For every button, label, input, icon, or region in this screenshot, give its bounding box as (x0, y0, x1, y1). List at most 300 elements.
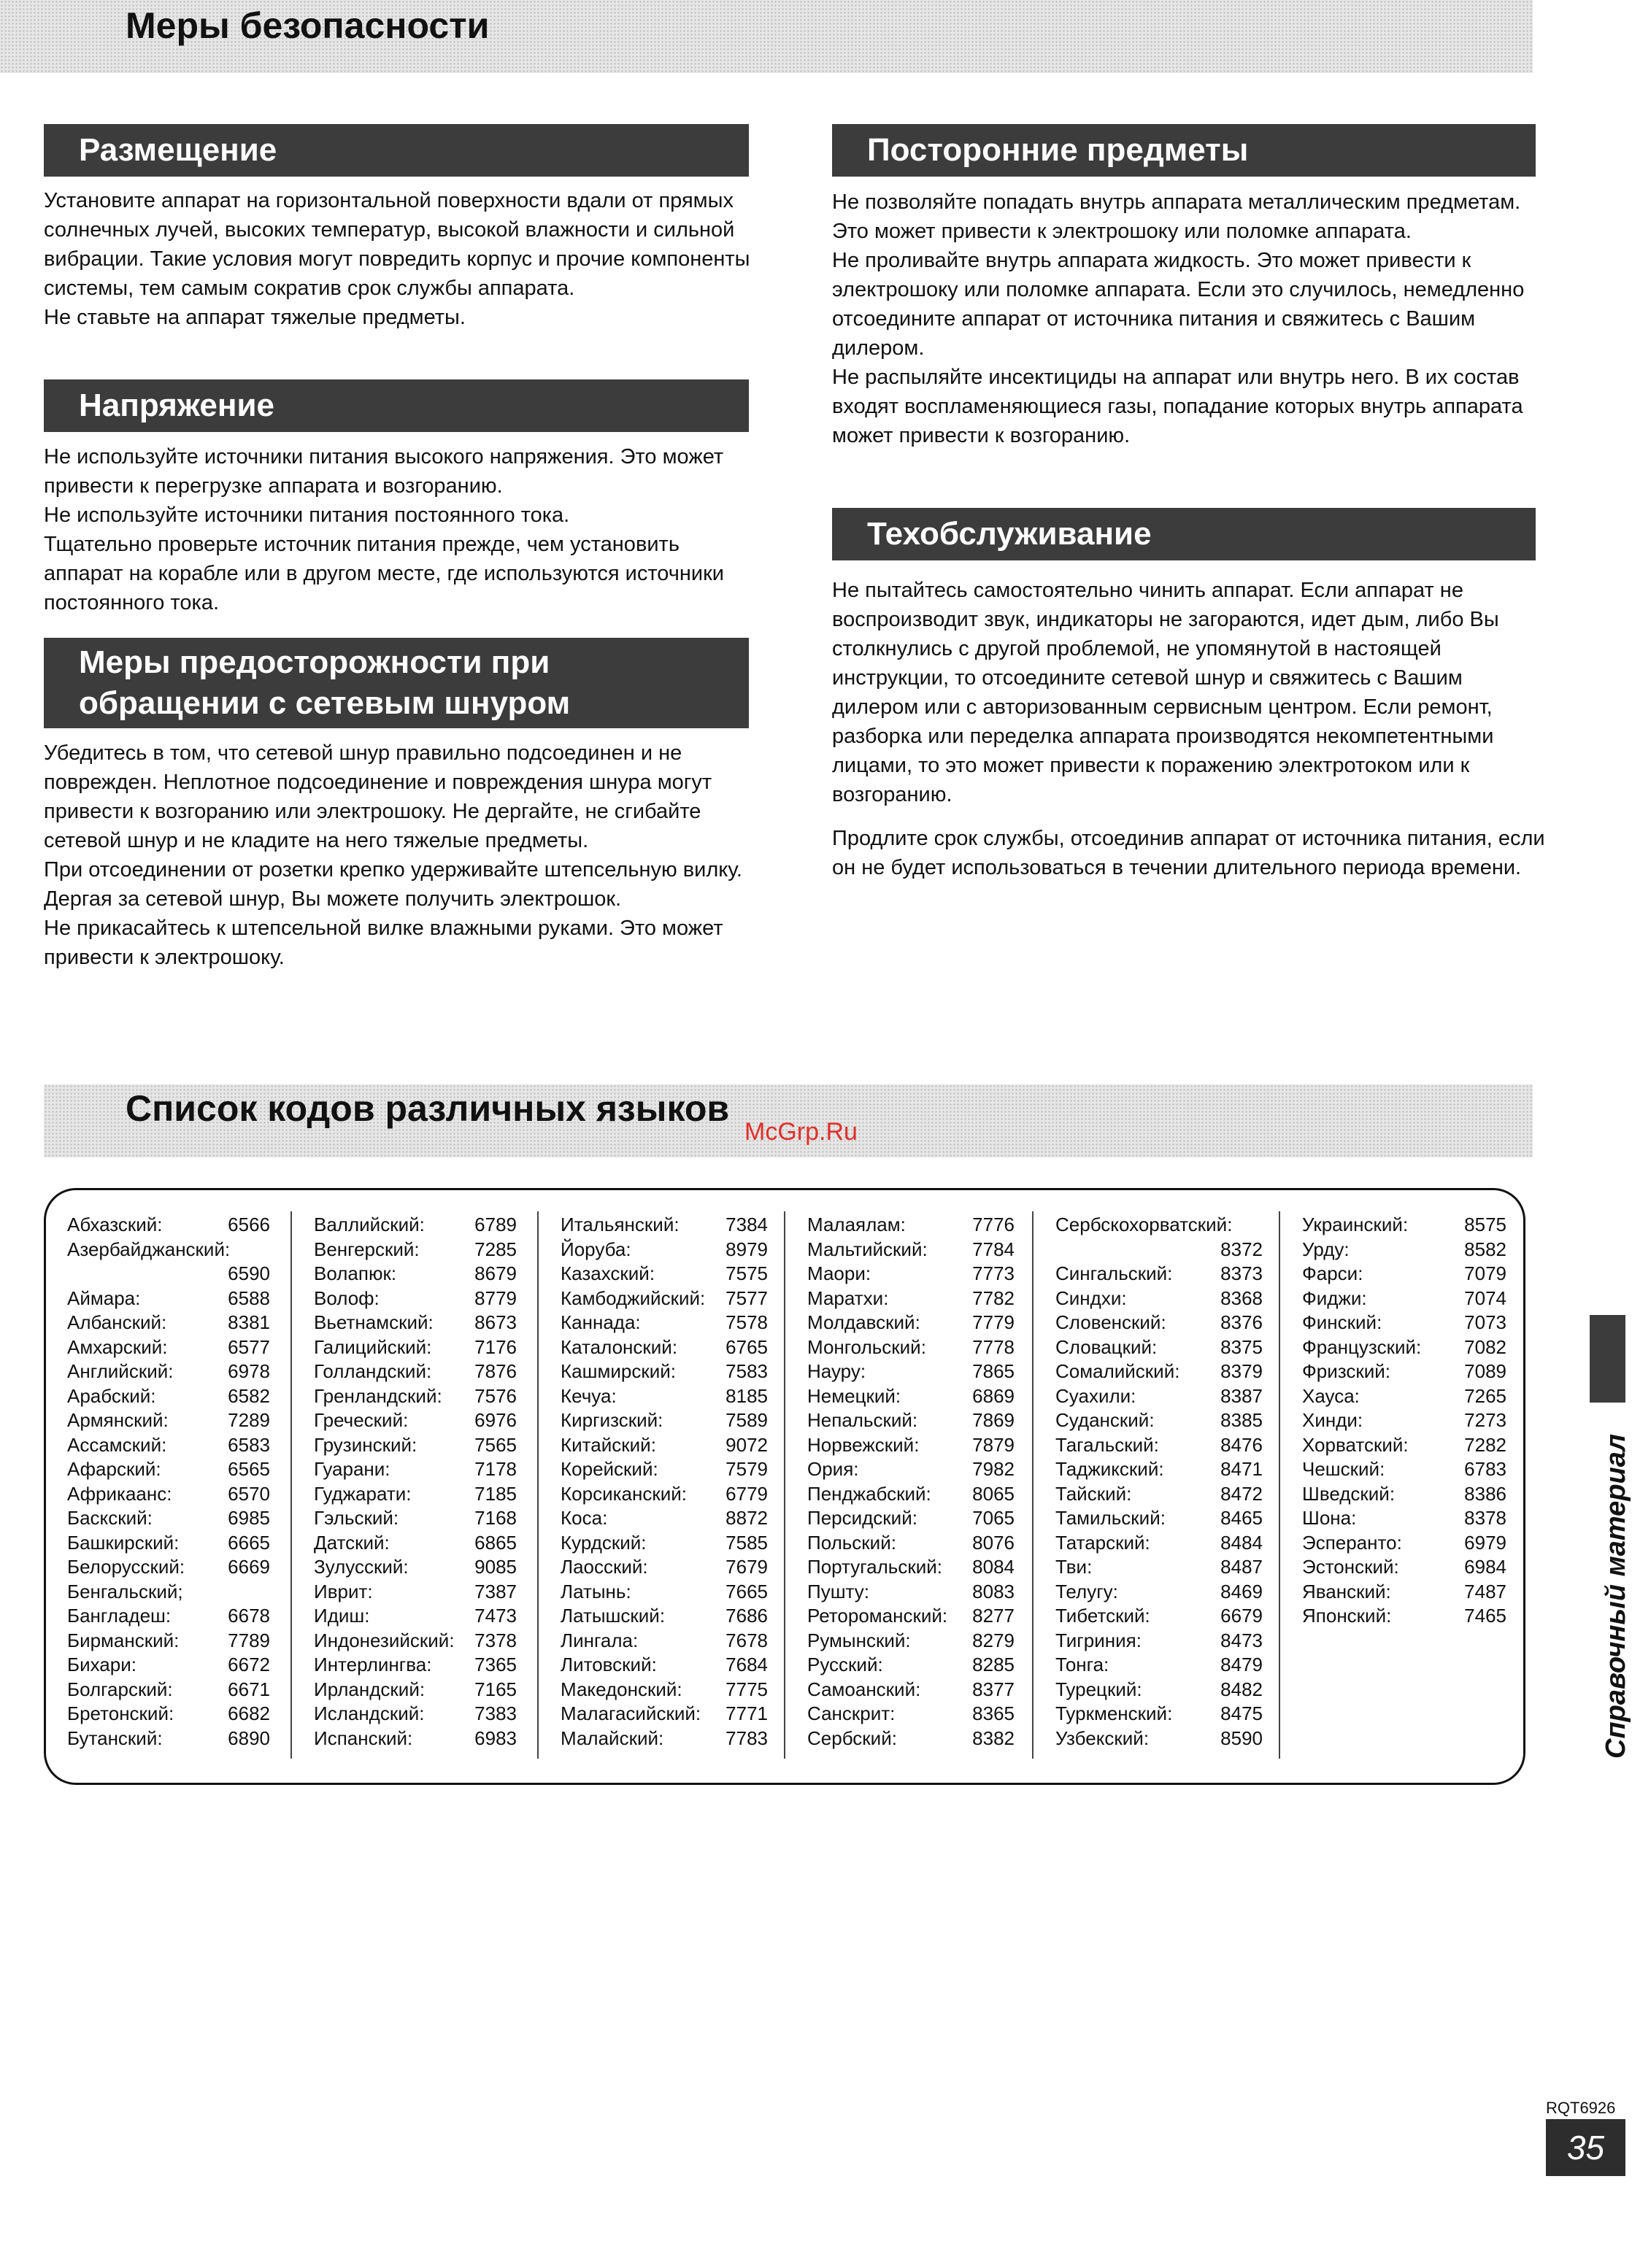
language-name: Тамильский: (1055, 1507, 1166, 1529)
language-name: Корсиканский: (561, 1482, 687, 1505)
paragraph: Установите аппарат на горизонтальной поверхности вдали от прямых солнечных лучей, высоких температур, высокой влажности и сильной вибрации. Такие условия могут повредить корпус и прочие компоненты системы, тем самым сократив срок службы аппарата. (44, 189, 750, 300)
language-code: 7876 (474, 1360, 517, 1382)
language-name: Китайский: (561, 1433, 656, 1456)
language-code: 7285 (474, 1238, 517, 1260)
section-text-voltage (44, 442, 752, 617)
language-code-row (561, 1262, 768, 1287)
language-name: Литовский: (561, 1654, 657, 1675)
language-code-row (314, 1727, 517, 1751)
language-code-row (314, 1213, 517, 1238)
language-code: 7665 (725, 1580, 768, 1602)
language-code-row (561, 1702, 768, 1727)
section-text-foreign-objects (832, 188, 1547, 450)
language-name: Яванский: (1302, 1580, 1391, 1602)
language-code: 7776 (972, 1214, 1015, 1235)
language-code-row (67, 1629, 270, 1654)
language-name: Таджикский: (1055, 1458, 1164, 1480)
section-text-power-cord (44, 738, 752, 972)
language-name: Телугу: (1055, 1580, 1118, 1602)
language-code: 8872 (725, 1507, 768, 1529)
language-name: Малайский: (561, 1727, 664, 1749)
page-title: Меры безопасности (126, 5, 490, 46)
paragraph: Не проливайте внутрь аппарата жидкость. Это может привести к электрошоку или поломке аппарата. Если это случилось, немедленно отсоедините аппарат от источника питания и свяжитесь с Вашим дилером. (832, 249, 1525, 360)
language-name: Испанский: (314, 1727, 413, 1749)
language-code: 7073 (1464, 1311, 1506, 1333)
language-name: Интерлингва: (314, 1654, 432, 1675)
language-code-row (1302, 1262, 1506, 1287)
language-code: 8472 (1220, 1482, 1263, 1505)
language-name: Санскрит: (807, 1702, 896, 1724)
language-name: Лаосский: (561, 1556, 648, 1578)
language-code-row (561, 1384, 768, 1409)
page-number-badge: 35 (1546, 2119, 1625, 2176)
language-code: 6565 (228, 1458, 270, 1480)
language-code: 8484 (1220, 1531, 1263, 1554)
language-name: Башкирский: (67, 1531, 180, 1554)
language-code-row (1055, 1531, 1263, 1556)
language-name: Тигриния: (1055, 1629, 1142, 1651)
language-code-row (1055, 1604, 1263, 1629)
language-code-row (807, 1408, 1015, 1433)
language-code-row (67, 1262, 270, 1287)
language-name: Чешский: (1302, 1458, 1385, 1480)
language-code: 8381 (228, 1311, 270, 1333)
language-code-row (561, 1506, 768, 1531)
language-code: 8479 (1220, 1654, 1263, 1675)
language-code: 7783 (725, 1727, 768, 1749)
language-code: 7578 (725, 1311, 768, 1333)
language-code-row (67, 1287, 270, 1311)
language-name: Фарси: (1302, 1262, 1363, 1284)
language-name: Исландский: (314, 1702, 425, 1724)
language-code-row (1302, 1555, 1506, 1580)
language-code: 6566 (228, 1214, 270, 1235)
language-code-row (807, 1604, 1015, 1629)
language-code-row (314, 1678, 517, 1702)
section-text-maintenance (832, 576, 1547, 882)
paragraph: Не прикасайтесь к штепсельной вилке влажными руками. Это может привести к электрошоку. (44, 917, 723, 969)
language-code: 8382 (972, 1727, 1015, 1749)
language-code: 6984 (1464, 1556, 1506, 1578)
language-code-row (314, 1506, 517, 1531)
language-code: 6985 (228, 1507, 270, 1529)
language-code-row (561, 1457, 768, 1482)
language-code-row (807, 1580, 1015, 1605)
language-code: 8065 (972, 1482, 1015, 1505)
language-code-row (561, 1359, 768, 1384)
language-code-row (67, 1506, 270, 1531)
language-code-row (67, 1213, 270, 1238)
language-column (561, 1213, 768, 1751)
language-name: Туркменский: (1055, 1702, 1173, 1724)
language-name: Украинский: (1302, 1214, 1409, 1235)
language-code: 6979 (1464, 1531, 1506, 1554)
column-divider (784, 1211, 785, 1759)
language-code-row (314, 1238, 517, 1262)
language-code-row (1302, 1213, 1506, 1238)
language-name: Гуарани: (314, 1458, 390, 1480)
section-heading-voltage (44, 379, 749, 432)
language-code-row (561, 1555, 768, 1580)
language-code: 7589 (725, 1409, 768, 1431)
language-code: 8979 (725, 1238, 768, 1260)
language-code: 8377 (972, 1678, 1015, 1700)
language-name: Армянский: (67, 1409, 169, 1431)
language-name: Словацкий: (1055, 1335, 1158, 1358)
language-name: Корейский: (561, 1458, 658, 1480)
language-code: 8185 (725, 1384, 768, 1407)
section-heading-power-cord (44, 638, 749, 728)
language-code-row (67, 1653, 270, 1678)
language-name: Синдхи: (1055, 1287, 1127, 1309)
language-code-row (67, 1384, 270, 1409)
language-name: Датский: (314, 1531, 390, 1554)
language-code: 8673 (474, 1311, 517, 1333)
language-name: Амхарский: (67, 1335, 168, 1358)
language-code-row (561, 1629, 768, 1654)
language-code-row (1055, 1384, 1263, 1409)
language-code-row (1055, 1238, 1263, 1262)
language-name: Вьетнамский: (314, 1311, 434, 1333)
language-name: Французский: (1302, 1335, 1422, 1358)
language-code: 8379 (1220, 1360, 1263, 1382)
language-name: Аймара: (67, 1287, 141, 1309)
language-code: 8375 (1220, 1335, 1263, 1358)
language-code: 6588 (228, 1287, 270, 1309)
column-divider (1032, 1211, 1034, 1759)
language-code-row (1302, 1433, 1506, 1458)
heading-line: Техобслуживание (867, 516, 1152, 552)
language-name: Греческий: (314, 1409, 409, 1431)
language-name: Тонга: (1055, 1654, 1109, 1675)
language-name: Иврит: (314, 1580, 373, 1602)
language-name: Латынь: (561, 1580, 631, 1602)
language-name: Зулусский: (314, 1556, 409, 1578)
language-name: Урду: (1302, 1238, 1350, 1260)
language-code-row (67, 1359, 270, 1384)
language-name: Грузинский: (314, 1433, 417, 1456)
language-code-row (561, 1311, 768, 1335)
section-text-placement (44, 186, 752, 332)
language-code-row (67, 1457, 270, 1482)
language-code-row (67, 1238, 270, 1262)
language-code-row (314, 1408, 517, 1433)
language-code: 7775 (725, 1678, 768, 1700)
language-code-row (1055, 1335, 1263, 1360)
language-code: 8582 (1464, 1238, 1506, 1260)
language-code-row (1302, 1482, 1506, 1507)
language-code-row (807, 1482, 1015, 1507)
language-code-row (807, 1457, 1015, 1482)
language-code: 6669 (228, 1556, 270, 1578)
language-name: Словенский: (1055, 1311, 1166, 1333)
language-name: Волоф: (314, 1287, 380, 1309)
language-code-row (314, 1653, 517, 1678)
language-code: 8378 (1464, 1507, 1506, 1529)
language-name: Мальтийский: (807, 1238, 928, 1260)
language-name: Японский: (1302, 1605, 1392, 1627)
language-code: 7773 (972, 1262, 1015, 1284)
language-name: Бирманский: (67, 1629, 180, 1651)
language-name: Курдский: (561, 1531, 647, 1554)
language-code-row (1055, 1482, 1263, 1507)
language-code-row (807, 1359, 1015, 1384)
language-code-row (1055, 1702, 1263, 1727)
language-code-row (1055, 1457, 1263, 1482)
language-code: 7565 (474, 1433, 517, 1456)
language-name: Ирландский: (314, 1678, 426, 1700)
language-code: 7165 (474, 1678, 517, 1700)
language-code: 7089 (1464, 1360, 1506, 1382)
language-name: Ассамский: (67, 1433, 167, 1456)
language-name: Сингальский: (1055, 1262, 1173, 1284)
language-code-row (1055, 1653, 1263, 1678)
language-code-row (1055, 1262, 1263, 1287)
language-code: 6765 (725, 1335, 768, 1358)
language-code: 7465 (1464, 1605, 1506, 1627)
language-code: 7082 (1464, 1335, 1506, 1358)
language-name: Сербскохорватский: (1055, 1214, 1233, 1235)
language-code-row (314, 1457, 517, 1482)
language-name: Сербский: (807, 1727, 897, 1749)
language-code-row (67, 1482, 270, 1507)
paragraph: Не распыляйте инсектициды на аппарат или внутрь него. В их состав входят воспламеняющиеся газы, попадание которых внутрь аппарата может привести к возгоранию. (832, 366, 1523, 447)
column-divider (1279, 1211, 1280, 1759)
language-code-row (67, 1555, 270, 1580)
language-name: Валлийский: (314, 1214, 425, 1235)
language-name: Татарский: (1055, 1531, 1150, 1554)
language-code-row (807, 1262, 1015, 1287)
language-code-row (314, 1384, 517, 1409)
language-name: Камбоджийский: (561, 1287, 706, 1309)
language-code: 6583 (228, 1433, 270, 1456)
language-column (314, 1213, 517, 1751)
language-code: 8575 (1464, 1214, 1506, 1235)
language-code-row (314, 1433, 517, 1458)
language-name: Шона: (1302, 1507, 1357, 1529)
language-code-row (67, 1433, 270, 1458)
language-name: Персидский: (807, 1507, 917, 1529)
side-tab-marker (1590, 1315, 1625, 1403)
language-code-row (314, 1555, 517, 1580)
language-name: Пушту: (807, 1580, 869, 1602)
language-name: Финский: (1302, 1311, 1382, 1333)
language-code: 8373 (1220, 1262, 1263, 1284)
language-code: 7686 (725, 1605, 768, 1627)
language-code-row (314, 1311, 517, 1335)
heading-line: Напряжение (79, 387, 274, 423)
paragraph: Тщательно проверьте источник питания прежде, чем установить аппарат на корабле или в другом месте, где используются источники постоянного тока. (44, 533, 724, 614)
language-code: 7678 (725, 1629, 768, 1651)
language-code-row (561, 1604, 768, 1629)
language-code: 7365 (474, 1654, 517, 1675)
language-code-row (807, 1433, 1015, 1458)
language-list-title: Список кодов различных языков (126, 1088, 730, 1129)
language-code: 7282 (1464, 1433, 1506, 1456)
language-code: 7576 (474, 1384, 517, 1407)
language-name: Тви: (1055, 1556, 1093, 1578)
language-name: Коса: (561, 1507, 608, 1529)
language-name: Киргизский: (561, 1409, 663, 1431)
language-column (67, 1213, 270, 1751)
language-code: 7579 (725, 1458, 768, 1480)
language-code: 7387 (474, 1580, 517, 1602)
language-name: Лингала: (561, 1629, 639, 1651)
language-code-row (807, 1311, 1015, 1335)
language-name: Албанский: (67, 1311, 167, 1333)
language-code: 7778 (972, 1335, 1015, 1358)
language-name: Идиш: (314, 1605, 370, 1627)
language-code: 7065 (972, 1507, 1015, 1529)
language-name: Норвежский: (807, 1433, 920, 1456)
column-divider (290, 1211, 292, 1759)
language-code: 8277 (972, 1605, 1015, 1627)
paragraph: Не используйте источники питания постоянного тока. (44, 504, 570, 527)
language-code: 7473 (474, 1605, 517, 1627)
language-code: 6779 (725, 1482, 768, 1505)
language-name: Шведский: (1302, 1482, 1396, 1505)
language-code-row (561, 1727, 768, 1751)
language-code-row (314, 1335, 517, 1360)
language-code: 6590 (228, 1262, 270, 1284)
language-code: 7168 (474, 1507, 517, 1529)
language-code: 6672 (228, 1654, 270, 1675)
language-code: 7383 (474, 1702, 517, 1724)
language-code: 8368 (1220, 1287, 1263, 1309)
language-code: 6671 (228, 1678, 270, 1700)
language-code: 8482 (1220, 1678, 1263, 1700)
language-name: Волапюк: (314, 1262, 397, 1284)
language-code: 7265 (1464, 1384, 1506, 1407)
language-code-row (561, 1678, 768, 1702)
language-code: 7879 (972, 1433, 1015, 1456)
language-name: Гуджарати: (314, 1482, 412, 1505)
language-code-row (67, 1311, 270, 1335)
language-code: 8279 (972, 1629, 1015, 1651)
language-code-row (1302, 1531, 1506, 1556)
language-code-row (561, 1531, 768, 1556)
language-code: 8372 (1220, 1238, 1263, 1260)
language-code-row (807, 1555, 1015, 1580)
language-name: Македонский: (561, 1678, 682, 1700)
language-code-row (67, 1531, 270, 1556)
language-name: Бретонский: (67, 1702, 174, 1724)
language-name: Каннада: (561, 1311, 641, 1333)
language-code: 6665 (228, 1531, 270, 1554)
language-name: Венгерский: (314, 1238, 420, 1260)
language-code: 6570 (228, 1482, 270, 1505)
language-name: Гэльский: (314, 1507, 399, 1529)
language-code-row (67, 1335, 270, 1360)
language-code: 7289 (228, 1409, 270, 1431)
language-code-row (314, 1482, 517, 1507)
language-name: Эсперанто: (1302, 1531, 1402, 1554)
language-name: Галицийский: (314, 1335, 432, 1358)
language-name: Русский: (807, 1654, 883, 1675)
heading-line: Размещение (79, 132, 277, 168)
section-heading-foreign-objects (832, 124, 1536, 177)
language-code-row (1055, 1678, 1263, 1702)
language-name: Польский: (807, 1531, 896, 1554)
language-code: 8473 (1220, 1629, 1263, 1651)
language-code: 8471 (1220, 1458, 1263, 1480)
language-name: Пенджабский: (807, 1482, 931, 1505)
language-code: 7583 (725, 1360, 768, 1382)
language-code-row (561, 1580, 768, 1605)
watermark: McGrp.Ru (744, 1118, 858, 1146)
language-name: Абхазский: (67, 1214, 163, 1235)
language-code-row (1302, 1384, 1506, 1409)
language-name: Суахили: (1055, 1384, 1136, 1407)
language-name: Самоанский: (807, 1678, 921, 1700)
language-code-row (67, 1604, 270, 1629)
language-code: 7779 (972, 1311, 1015, 1333)
language-code: 8084 (972, 1556, 1015, 1578)
language-name: Фиджи: (1302, 1287, 1367, 1309)
language-code: 8387 (1220, 1384, 1263, 1407)
language-code: 8590 (1220, 1727, 1263, 1749)
language-code-row (1055, 1433, 1263, 1458)
language-code-row (314, 1702, 517, 1727)
language-code: 6865 (474, 1531, 517, 1554)
language-code: 7982 (972, 1458, 1015, 1480)
language-code: 7585 (725, 1531, 768, 1554)
paragraph: Продлите срок службы, отсоединив аппарат от источника питания, если он не будет использоваться в течении длительного периода времени. (832, 827, 1545, 879)
language-code-row (314, 1262, 517, 1287)
language-name: Хинди: (1302, 1409, 1363, 1431)
language-code: 7771 (725, 1702, 768, 1724)
language-code-row (807, 1238, 1015, 1262)
language-code-row (561, 1335, 768, 1360)
language-code-row (807, 1727, 1015, 1751)
language-name: Суданский: (1055, 1409, 1155, 1431)
language-code-row (1302, 1359, 1506, 1384)
language-code-row (1055, 1359, 1263, 1384)
language-code: 8385 (1220, 1409, 1263, 1431)
language-name: Тибетский: (1055, 1605, 1150, 1627)
language-name: Индонезийский: (314, 1629, 455, 1651)
column-divider (537, 1211, 539, 1759)
language-name: Казахский: (561, 1262, 655, 1284)
language-name: Эстонский: (1302, 1556, 1399, 1578)
language-code-row (314, 1580, 517, 1605)
language-code: 7784 (972, 1238, 1015, 1260)
language-code: 7185 (474, 1482, 517, 1505)
heading-line: обращении с сетевым шнуром (79, 685, 571, 721)
language-code-row (1302, 1408, 1506, 1433)
language-name: Турецкий: (1055, 1678, 1142, 1700)
language-name: Каталонский: (561, 1335, 678, 1358)
language-name: Малагасийский: (561, 1702, 701, 1724)
language-code: 8285 (972, 1654, 1015, 1675)
language-name: Хауса: (1302, 1384, 1360, 1407)
language-code-row (1055, 1727, 1263, 1751)
language-code-row (561, 1213, 768, 1238)
language-code-row (67, 1727, 270, 1751)
language-code-row (1055, 1555, 1263, 1580)
language-code: 8487 (1220, 1556, 1263, 1578)
language-name: Хорватский: (1302, 1433, 1409, 1456)
language-code-row (1302, 1604, 1506, 1629)
language-code: 8386 (1464, 1482, 1506, 1505)
paragraph: Убедитесь в том, что сетевой шнур правильно подсоединен и не поврежден. Неплотное подсоединение и повреждения шнура могут привести к возгоранию или электрошоку. Не дергайте, не сгибайте сетевой шнур и не кладите на него тяжелые предметы. (44, 741, 712, 852)
language-name: Науру: (807, 1360, 866, 1382)
language-code: 6582 (228, 1384, 270, 1407)
language-code-row (1055, 1287, 1263, 1311)
paragraph: Не позволяйте попадать внутрь аппарата металлическим предметам. Это может привести к электрошоку или поломке аппарата. (832, 190, 1521, 243)
language-code: 8365 (972, 1702, 1015, 1724)
language-code-row (1055, 1311, 1263, 1335)
